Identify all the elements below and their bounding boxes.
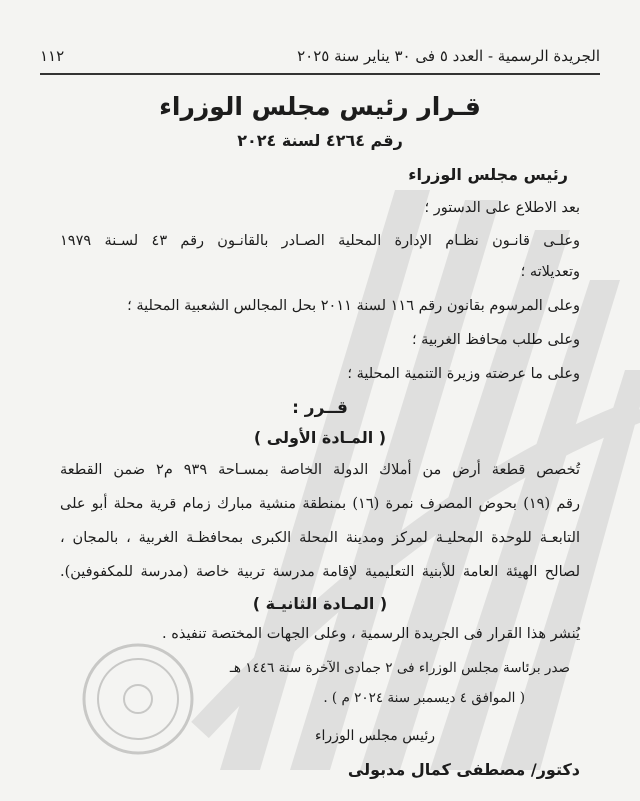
signature-title: رئيس مجلس الوزراء <box>314 728 435 744</box>
preamble-line: وعلى طلب محافظ الغربية ؛ <box>411 332 580 348</box>
preamble-line: وعلى المرسوم بقانون رقم ١١٦ لسنة ٢٠١١ بحل المجالس الشعبية المحلية ؛ <box>127 298 580 314</box>
issuer-heading: رئيس مجلس الوزراء <box>408 165 568 184</box>
article1-line: تُخصص قطعة أرض من أملاك الدولة الخاصة بمسـاحة ٩٣٩ م٢ ضمن القطعة <box>60 462 580 478</box>
page-number: ١١٢ <box>40 47 65 65</box>
issued-date: ( الموافق ٤ ديسمبر سنة ٢٠٢٤ م ) . <box>323 690 525 706</box>
article1-heading: ( المـادة الأولى ) <box>253 428 387 447</box>
gazette-header <box>40 42 600 70</box>
ministry-seal-icon <box>78 640 198 758</box>
decree-word: قــرر : <box>292 398 348 418</box>
preamble-line: وعلـى قانـون نظـام الإدارة المحلية الصـادر بالقانـون رقم ٤٣ لسـنة ١٩٧٩ <box>60 233 580 249</box>
preamble-line: وتعديلاته ؛ <box>520 264 580 280</box>
gazette-title: الجريدة الرسمية - العدد ٥ فى ٣٠ يناير سنة ٢٠٢٥ <box>297 47 600 65</box>
article1-line: رقم (١٩) بحوض المصرف نمرة (١٦) بمنطقة منشية مبارك زمام قرية محلة أبو على <box>60 496 580 512</box>
article2-heading: ( المـادة الثانيـة ) <box>252 594 388 613</box>
decree-title: قـرار رئيس مجلس الوزراء <box>159 92 481 121</box>
preamble-line: بعد الاطلاع على الدستور ؛ <box>424 200 580 216</box>
article1-line: لصالح الهيئة العامة للأبنية التعليمية لإقامة مدرسة تربية خاصة (مدرسة للمكفوفين). <box>60 564 580 580</box>
article1-line: التابعـة للوحدة المحليـة لمركز ومدينة المحلة الكبرى بمحافظـة الغربية ، بالمجان ، <box>60 530 580 546</box>
article2-line: يُنشر هذا القرار فى الجريدة الرسمية ، وعلى الجهات المختصة تنفيذه . <box>162 626 580 642</box>
preamble-line: وعلى ما عرضته وزيرة التنمية المحلية ؛ <box>347 366 580 382</box>
header-rule <box>40 73 600 75</box>
issued-line: صدر برئاسة مجلس الوزراء فى ٢ جمادى الآخرة سنة ١٤٤٦ هـ <box>229 660 570 676</box>
decree-number: رقم ٤٢٦٤ لسنة ٢٠٢٤ <box>237 131 403 150</box>
signature-name: دكتور/ مصطفى كمال مدبولى <box>347 760 580 779</box>
